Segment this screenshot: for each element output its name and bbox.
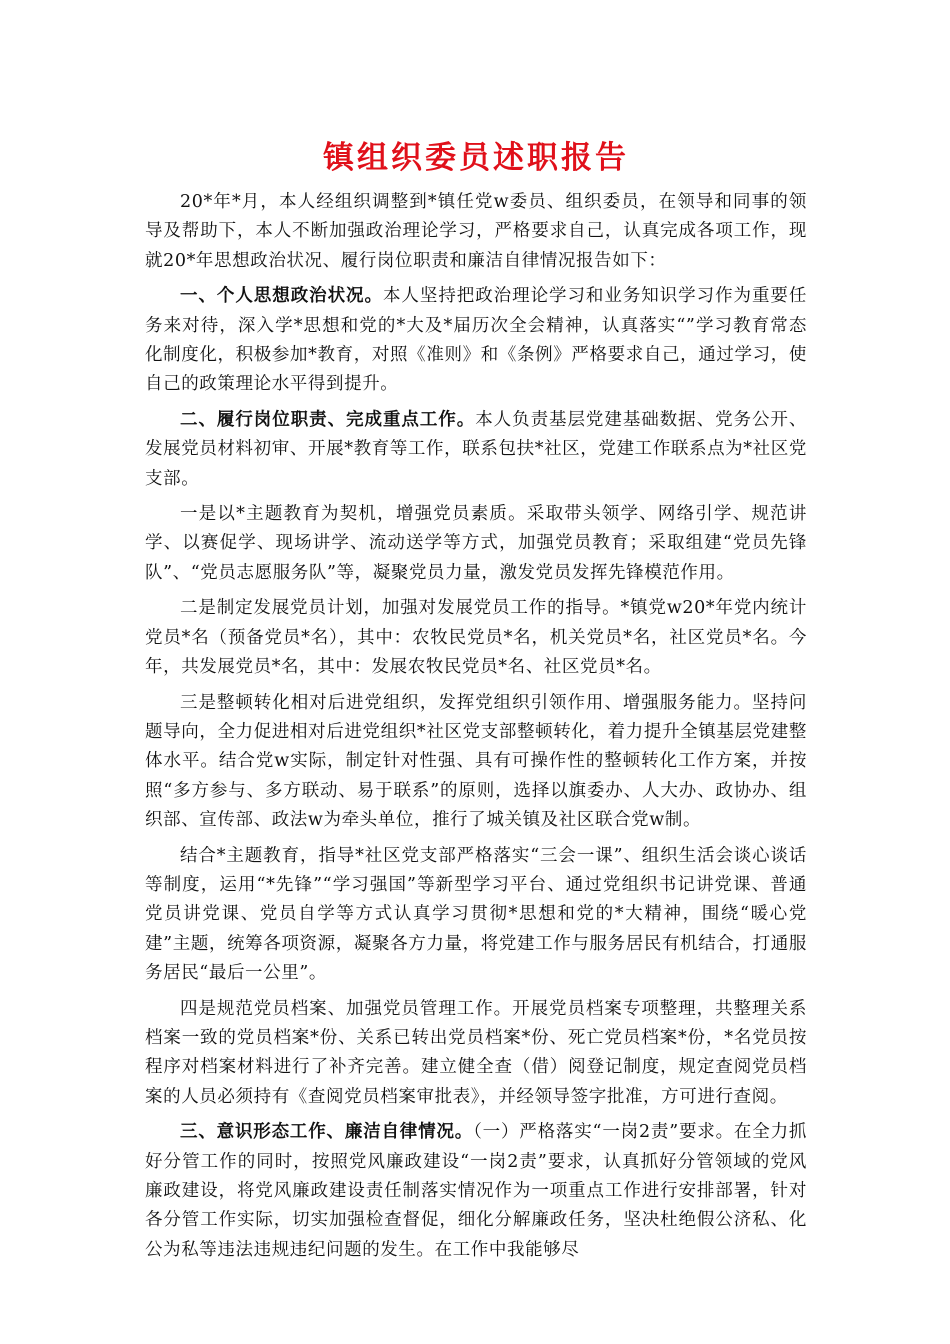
section-heading: 三、意识形态工作、廉洁自律情况。 [180, 1122, 474, 1143]
paragraph-item-1 [145, 500, 807, 588]
paragraph-text: 20*年*月，本人经组织调整到*镇任党w委员、组织委员，在领导和同事的领导及帮助下，本人不断加强政治理论学习，严格要求自己，认真完成各项工作，现就20*年思想政治状况、履行岗位职责和廉洁自律情况报告如下： [145, 192, 807, 271]
paragraph-text: 本人负责基层党建基础数据、党务公开、发展党员材料初审、开展*教育等工作，联系包扶*社区，党建工作联系点为*社区党支部。 [145, 409, 807, 489]
paragraph-text: （一）严格落实“一岗2责”要求。在全力抓好分管工作的同时，按照党风廉政建设“一岗2责”要求，认真抓好分管领域的党风廉政建设，将党风廉政建设责任制落实情况作为一项重点工作进行安排部署，针对各分管工作实际，切实加强检查督促，细化分解廉政任务，坚决杜绝假公济私、化公为私等违法违规违纪问题的发生。在工作中我能够尽 [145, 1122, 807, 1260]
paragraph-text: 二是制定发展党员计划，加强对发展党员工作的指导。*镇党w20*年党内统计党员*名（预备党员*名），其中：农牧民党员*名，机关党员*名，社区党员*名。今年，共发展党员*名，其中：发展农牧民党员*名、社区党员*名。 [145, 598, 807, 678]
paragraph-section-2 [145, 406, 807, 494]
paragraph-item-3 [145, 689, 807, 836]
paragraph-text: 结合*主题教育，指导*社区党支部严格落实“三会一课”、组织生活会谈心谈话等制度，运用“*先锋”“学习强国”等新型学习平台、通过党组织书记讲党课、普通党员讲党课、党员自学等方式认真学习贯彻*思想和党的*大精神，围绕“暖心党建”主题，统筹各项资源，凝聚各方力量，将党建工作与服务居民有机结合，打通服务居民“最后一公里”。 [145, 845, 807, 984]
paragraph-section-3 [145, 1118, 807, 1265]
paragraph-item-4 [145, 995, 807, 1113]
document-page [145, 128, 807, 1271]
section-heading: 二、履行岗位职责、完成重点工作。 [180, 409, 476, 430]
paragraph-text: 四是规范党员档案、加强党员管理工作。开展党员档案专项整理，共整理关系档案一致的党员档案*份、关系已转出党员档案*份、死亡党员档案*份，*名党员按程序对档案材料进行了补齐完善。建立健全查（借）阅登记制度，规定查阅党员档案的人员必须持有《查阅党员档案审批表》，并经领导签字批准，方可进行查阅。 [145, 998, 807, 1107]
paragraph-intro [145, 188, 807, 276]
paragraph-text: 一是以*主题教育为契机，增强党员素质。采取带头领学、网络引学、规范讲学、以赛促学、现场讲学、流动送学等方式，加强党员教育；采取组建“党员先锋队”、“党员志愿服务队”等，凝聚党员力量，激发党员发挥先锋模范作用。 [145, 504, 807, 583]
paragraph-item-2 [145, 594, 807, 682]
paragraph-text: 三是整顿转化相对后进党组织，发挥党组织引领作用、增强服务能力。坚持问题导向，全力促进相对后进党组织*社区党支部整顿转化，着力提升全镇基层党建整体水平。结合党w实际，制定针对性强、具有可操作性的整顿转化工作方案，并按照“多方参与、多方联动、易于联系”的原则，选择以旗委办、人大办、政协办、组织部、宣传部、政法w为牵头单位，推行了城关镇及社区联合党w制。 [145, 692, 807, 831]
paragraph-section-1 [145, 282, 807, 400]
section-heading: 一、个人思想政治状况。 [180, 286, 383, 307]
paragraph-item-3-cont [145, 842, 807, 989]
document-title: 镇组织委员述职报告 [323, 140, 629, 176]
paragraph-text: 本人坚持把政治理论学习和业务知识学习作为重要任务来对待，深入学*思想和党的*大及*届历次全会精神，认真落实“”学习教育常态化制度化，积极参加*教育，对照《准则》和《条例》严格要求自己，通过学习，使自己的政策理论水平得到提升。 [145, 286, 807, 395]
